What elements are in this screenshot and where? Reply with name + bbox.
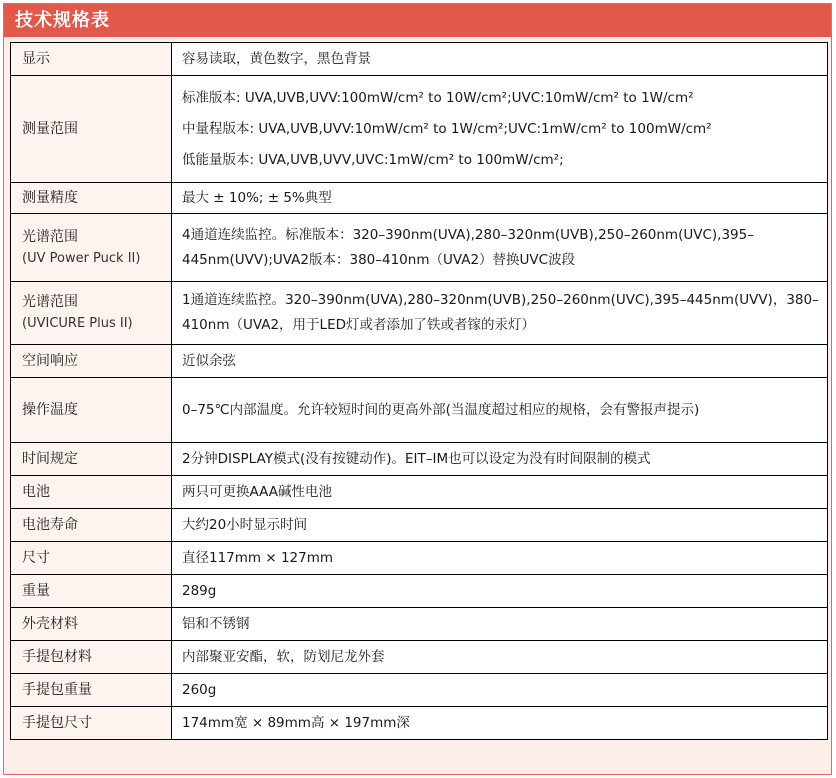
table-row (11, 76, 828, 183)
row-label-sub: (UVICURE Plus II) (22, 316, 133, 331)
table-row (11, 641, 828, 674)
row-value: 铝和不锈钢 (172, 608, 828, 641)
row-value: 直径117mm × 127mm (172, 542, 828, 575)
table-row (11, 214, 828, 282)
range-line: 标准版本: UVA,UVB,UVV:100mW/cm² to 10W/cm²;UVC:10mW/cm² to 1W/cm² (182, 89, 694, 106)
row-label-main: 光谱范围 (22, 294, 78, 310)
row-value: 0–75℃内部温度。允许较短时间的更高外部(当温度超过相应的规格，会有警报声提示) (172, 378, 828, 443)
table-row (11, 183, 828, 214)
row-label: 操作温度 (11, 378, 172, 443)
row-label: 电池寿命 (11, 509, 172, 542)
spec-sheet (3, 3, 832, 775)
row-label: 重量 (11, 575, 172, 608)
table-row (11, 476, 828, 509)
page-title: 技术规格表 (15, 10, 110, 31)
row-value: 最大 ± 10%; ± 5%典型 (172, 183, 828, 214)
table-row (11, 608, 828, 641)
row-value: 2分钟DISPLAY模式(没有按键动作)。EIT–IM也可以设定为没有时间限制的模式 (172, 443, 828, 476)
table-row (11, 282, 828, 345)
row-value: 大约20小时显示时间 (172, 509, 828, 542)
table-row (11, 575, 828, 608)
table-row (11, 443, 828, 476)
range-line: 中量程版本: UVA,UVB,UVV:10mW/cm² to 1W/cm²;UVC:1mW/cm² to 100mW/cm² (182, 120, 712, 137)
table-row (11, 542, 828, 575)
row-label: 外壳材料 (11, 608, 172, 641)
row-label: 尺寸 (11, 542, 172, 575)
row-value: 174mm宽 × 89mm高 × 197mm深 (172, 707, 828, 740)
row-label: 显示 (11, 43, 172, 76)
table-row (11, 345, 828, 378)
header-bar (4, 4, 831, 37)
row-value: 4通道连续监控。标准版本：320–390nm(UVA),280–320nm(UVB),250–260nm(UVC),395–445nm(UVV);UVA2版本：380–410nm（UVA2）替换UVC波段 (172, 214, 828, 282)
spec-table (10, 42, 828, 740)
row-label: 手提包重量 (11, 674, 172, 707)
row-label: 测量范围 (11, 76, 172, 183)
range-line: 低能量版本: UVA,UVB,UVV,UVC:1mW/cm² to 100mW/cm²; (182, 151, 564, 168)
row-label: 手提包材料 (11, 641, 172, 674)
row-label: 手提包尺寸 (11, 707, 172, 740)
row-label: 空间响应 (11, 345, 172, 378)
table-row (11, 509, 828, 542)
row-value (172, 76, 828, 183)
row-value: 289g (172, 575, 828, 608)
row-label: 电池 (11, 476, 172, 509)
row-label-sub: (UV Power Puck II) (22, 250, 141, 266)
row-value: 两只可更换AAA碱性电池 (172, 476, 828, 509)
row-label: 时间规定 (11, 443, 172, 476)
row-value: 260g (172, 674, 828, 707)
table-row (11, 707, 828, 740)
row-label (11, 214, 172, 282)
row-value: 近似余弦 (172, 345, 828, 378)
row-label-main: 光谱范围 (22, 228, 78, 245)
row-label (11, 282, 172, 345)
row-value: 1通道连续监控。320–390nm(UVA),280–320nm(UVB),250–260nm(UVC),395–445nm(UVV)，380–410nm（UVA2，用于LED灯或者添加了铁或者镓的汞灯） (172, 282, 828, 345)
row-value: 容易读取，黄色数字，黑色背景 (172, 43, 828, 76)
row-label: 测量精度 (11, 183, 172, 214)
table-row (11, 674, 828, 707)
row-value: 内部聚亚安酯，软，防划尼龙外套 (172, 641, 828, 674)
table-row (11, 43, 828, 76)
table-row (11, 378, 828, 443)
